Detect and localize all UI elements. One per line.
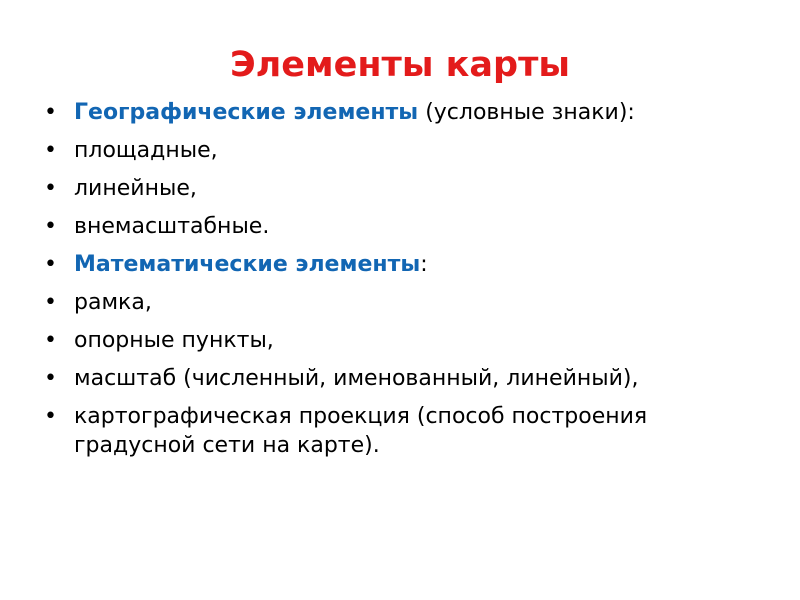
bullet-item <box>44 288 764 317</box>
bullet-dot-icon: • <box>44 138 57 163</box>
bullet-text: масштаб (численный, именованный, линейный), <box>74 366 639 391</box>
bullet-item <box>44 326 764 355</box>
bullet-dot-icon: • <box>44 214 57 239</box>
bullet-item <box>44 212 764 241</box>
bullet-item <box>44 364 764 393</box>
bullet-text: : <box>420 252 428 277</box>
bullet-item <box>44 402 764 460</box>
bullet-item <box>44 250 764 279</box>
bullet-dot-icon: • <box>44 176 57 201</box>
bullet-item <box>44 174 764 203</box>
bullet-dot-icon: • <box>44 366 57 391</box>
bullet-text: опорные пункты, <box>74 328 274 353</box>
bullet-item <box>44 98 764 127</box>
bullet-item <box>44 136 764 165</box>
bullet-text: картографическая проекция (способ построения градусной сети на карте). <box>74 404 648 458</box>
bullet-accent-text: Географические элементы <box>74 100 419 125</box>
bullet-text: (условные знаки): <box>418 100 635 125</box>
bullet-text: рамка, <box>74 290 152 315</box>
bullet-text: площадные, <box>74 138 218 163</box>
bullet-text: внемасштабные. <box>74 214 270 239</box>
bullet-dot-icon: • <box>44 404 57 429</box>
bullet-text: линейные, <box>74 176 197 201</box>
bullet-dot-icon: • <box>44 328 57 353</box>
bullet-accent-text: Математические элементы <box>74 252 421 277</box>
slide-title: Элементы карты <box>229 45 571 85</box>
bullet-dot-icon: • <box>44 290 57 315</box>
bullet-list <box>44 98 764 469</box>
bullet-dot-icon: • <box>44 252 57 277</box>
bullet-dot-icon: • <box>44 100 57 125</box>
